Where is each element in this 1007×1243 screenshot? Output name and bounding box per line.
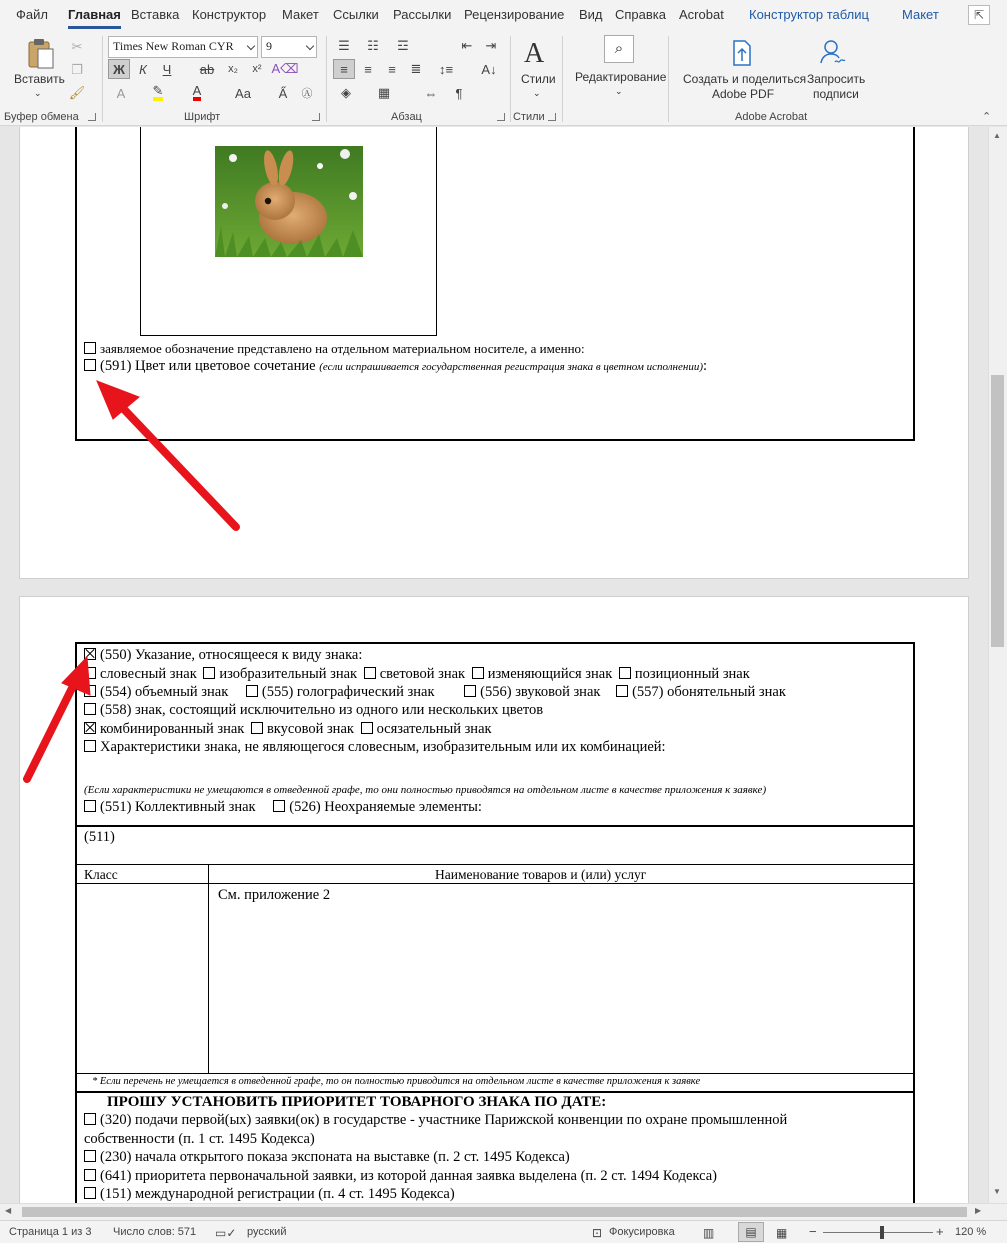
light-mark-text: световой знак xyxy=(379,666,466,682)
priority-title: ПРОШУ УСТАНОВИТЬ ПРИОРИТЕТ ТОВАРНОГО ЗНАКА ПО ДАТЕ: xyxy=(107,1094,607,1110)
scroll-right-icon[interactable]: ▶ xyxy=(975,1206,982,1215)
search-icon[interactable]: ⌕ xyxy=(604,35,634,63)
editing-dropdown-icon[interactable]: ⌄ xyxy=(615,86,623,96)
styles-group-label: Стили xyxy=(513,111,545,123)
holographic-mark-text: (555) голографический знак xyxy=(261,684,435,700)
read-mode-icon[interactable]: ▥ xyxy=(703,1226,715,1240)
copy-icon[interactable]: ❐ xyxy=(71,62,83,77)
word-count[interactable]: Число слов: 571 xyxy=(113,1226,197,1238)
align-right-icon[interactable]: ≡ xyxy=(388,61,396,77)
font-name-select[interactable]: Times New Roman CYR xyxy=(108,36,258,58)
goods-value[interactable]: См. приложение 2 xyxy=(218,887,331,903)
focus-button[interactable]: Фокусировка xyxy=(609,1226,675,1238)
font-color-icon[interactable]: A xyxy=(186,83,208,103)
italic-button[interactable]: К xyxy=(139,61,147,77)
tab-table-design[interactable]: Конструктор таблиц xyxy=(749,7,869,22)
decrease-indent-icon[interactable]: ⇤ xyxy=(461,38,473,53)
ribbon-tab-bar xyxy=(0,0,1007,30)
sound-mark-text: (556) звуковой знак xyxy=(480,684,601,700)
tab-view[interactable]: Вид xyxy=(579,7,603,22)
group-separator xyxy=(668,36,669,122)
focus-icon[interactable]: ⊡ xyxy=(592,1226,603,1240)
align-center-icon[interactable]: ≡ xyxy=(364,61,372,77)
horizontal-scroll-thumb[interactable] xyxy=(22,1207,967,1217)
increase-indent-icon[interactable]: ⇥ xyxy=(485,38,497,53)
vertical-scrollbar[interactable] xyxy=(988,127,1007,1203)
styles-dropdown-icon[interactable]: ⌄ xyxy=(533,88,541,98)
volume-mark-text: (554) объемный знак xyxy=(100,684,229,700)
word-mark-text: словесный знак xyxy=(100,666,197,682)
priority-151-text: (151) международной регистрации (п. 4 ст. 1495 Кодекса) xyxy=(100,1186,455,1202)
underline-button[interactable]: Ч xyxy=(162,61,172,77)
class-header: Класс xyxy=(84,867,118,882)
collective-text: (551) Коллективный знак xyxy=(100,799,256,815)
figurative-mark-text: изобразительный знак xyxy=(219,666,358,682)
goods-header: Наименование товаров и (или) услуг xyxy=(435,867,647,882)
superscript-icon[interactable]: x² xyxy=(252,63,262,75)
characteristics-text: Характеристики знака, не являющегося словесным, изобразительным или их комбинацией: xyxy=(100,739,666,755)
create-pdf-button[interactable]: Создать и поделиться xyxy=(683,72,807,86)
asian-layout-icon[interactable]: ⇔ xyxy=(424,85,438,101)
horizontal-scrollbar[interactable] xyxy=(0,1203,1007,1220)
clear-format-icon[interactable]: A⌫ xyxy=(271,61,299,76)
request-signature-icon[interactable] xyxy=(819,38,847,66)
tab-acrobat[interactable]: Acrobat xyxy=(679,7,724,22)
numbering-icon[interactable]: ☷ xyxy=(367,38,379,53)
editing-button[interactable]: Редактирование xyxy=(575,70,667,84)
paragraph-launcher-icon[interactable] xyxy=(497,113,505,121)
tactile-mark-text: осязательный знак xyxy=(376,721,492,737)
collapse-ribbon-icon[interactable]: ⌃ xyxy=(982,111,992,123)
scroll-down-icon[interactable]: ▼ xyxy=(993,1187,1001,1196)
group-separator xyxy=(326,36,327,122)
red-arrow-2-head xyxy=(62,657,90,695)
font-group-label: Шрифт xyxy=(184,111,221,123)
zoom-slider-track[interactable] xyxy=(823,1232,933,1233)
bullets-icon[interactable]: ☰ xyxy=(338,38,350,53)
create-pdf-icon[interactable] xyxy=(731,39,753,67)
strikethrough-icon[interactable]: ab xyxy=(199,61,215,77)
goods-note: * Если перечень не умещается в отведенной графе, то он полностью приводится на отдельном листе в качестве приложения к заявке xyxy=(92,1076,701,1087)
changing-mark-text: изменяющийся знак xyxy=(487,666,613,682)
web-layout-icon[interactable]: ▦ xyxy=(776,1226,788,1240)
subscript-icon[interactable]: x₂ xyxy=(228,63,238,75)
multilevel-list-icon[interactable]: ☲ xyxy=(397,38,409,53)
group-separator xyxy=(510,36,511,122)
color-591-note: (если испрашивается государственная регистрация знака в цветном исполнении) xyxy=(319,361,704,373)
zoom-level[interactable]: 120 % xyxy=(955,1226,987,1238)
annotation-arrows xyxy=(0,127,988,1203)
positional-mark-text: позиционный знак xyxy=(634,666,750,682)
highlight-icon[interactable]: ✎ xyxy=(147,83,169,103)
combined-mark-text: комбинированный знак xyxy=(100,721,245,737)
zoom-in-button[interactable]: + xyxy=(936,1224,944,1239)
priority-320-text: (320) подачи первой(ых) заявки(ок) в государстве - участнике Парижской конвенции по охране промышленной xyxy=(100,1112,788,1128)
unprotected-text: (526) Неохраняемые элементы: xyxy=(289,799,482,815)
share-icon[interactable]: ⇱ xyxy=(968,5,990,25)
vertical-scroll-thumb[interactable] xyxy=(991,375,1004,647)
font-launcher-icon[interactable] xyxy=(312,113,320,121)
borders-icon[interactable]: ▦ xyxy=(377,85,391,100)
tab-layout[interactable]: Макет xyxy=(282,7,319,22)
paragraph-group-label: Абзац xyxy=(391,111,422,123)
tab-insert[interactable]: Вставка xyxy=(131,7,180,22)
line-spacing-icon[interactable]: ↕≡ xyxy=(438,61,454,77)
show-marks-icon[interactable]: ¶ xyxy=(455,85,463,101)
priority-230-text: (230) начала открытого показа экспоната на выставке (п. 2 ст. 1495 Кодекса) xyxy=(100,1149,570,1165)
ribbon xyxy=(0,30,1007,126)
styles-launcher-icon[interactable] xyxy=(548,113,556,121)
scroll-up-icon[interactable]: ▲ xyxy=(993,131,1001,140)
align-left-icon[interactable]: ≡ xyxy=(333,59,355,79)
create-pdf-label: Adobe PDF xyxy=(712,87,775,101)
tab-help[interactable]: Справка xyxy=(615,7,666,22)
scroll-left-icon[interactable]: ◀ xyxy=(5,1206,12,1215)
paste-dropdown-icon[interactable]: ⌄ xyxy=(34,88,42,98)
status-bar xyxy=(0,1220,1007,1243)
font-size-select[interactable]: 9 xyxy=(261,36,317,58)
red-arrow-2 xyxy=(27,680,76,779)
clipboard-group-label: Буфер обмена xyxy=(4,111,79,123)
document-area xyxy=(0,127,988,1203)
section-511-label: (511) xyxy=(84,829,115,845)
acrobat-group-label: Adobe Acrobat xyxy=(735,111,808,123)
tab-mailings[interactable]: Рассылки xyxy=(393,7,452,22)
zoom-out-button[interactable]: − xyxy=(809,1224,817,1239)
priority-320-cont: собственности (п. 1 ст. 1495 Кодекса) xyxy=(84,1131,315,1147)
tab-table-layout[interactable]: Макет xyxy=(902,7,939,22)
color-558-text: (558) знак, состоящий исключительно из одного или нескольких цветов xyxy=(100,702,544,718)
proofing-icon[interactable]: ▭✓ xyxy=(215,1226,237,1240)
print-layout-icon[interactable]: ▤ xyxy=(738,1222,764,1242)
change-case-button[interactable]: Aa xyxy=(235,85,251,101)
request-signature-label: подписи xyxy=(813,87,859,101)
tab-design[interactable]: Конструктор xyxy=(192,7,267,22)
bold-button[interactable]: Ж xyxy=(108,59,130,79)
zoom-slider-handle[interactable] xyxy=(880,1226,884,1239)
group-separator xyxy=(102,36,103,122)
sort-icon[interactable]: A↓ xyxy=(481,61,497,77)
characteristics-note: (Если характеристики не умещаются в отведенной графе, то они полностью приводятся на отдельном листе в качестве приложения к заявке) xyxy=(84,784,767,796)
format-painter-icon[interactable]: 🖌 xyxy=(68,85,86,100)
page-count[interactable]: Страница 1 из 3 xyxy=(9,1226,92,1238)
clipboard-launcher-icon[interactable] xyxy=(88,113,96,121)
language[interactable]: русский xyxy=(247,1226,287,1238)
priority-641-text: (641) приоритета первоначальной заявки, из которой данная заявка выделена (п. 2 ст. 1494 Кодекса) xyxy=(100,1168,718,1184)
tab-file[interactable]: Файл xyxy=(16,7,48,22)
paste-icon[interactable] xyxy=(26,38,54,70)
cut-icon[interactable]: ✂ xyxy=(71,39,83,54)
olfactory-mark-text: (557) обонятельный знак xyxy=(632,684,786,700)
tab-review[interactable]: Рецензирование xyxy=(464,7,565,22)
styles-button[interactable]: Стили xyxy=(521,72,556,86)
enclose-char-icon[interactable]: Ⓐ xyxy=(301,88,313,100)
tab-home[interactable]: Главная xyxy=(68,7,121,22)
justify-icon[interactable]: ≣ xyxy=(410,61,422,76)
phonetic-icon[interactable]: A̋ xyxy=(278,85,288,101)
paste-button[interactable]: Вставить xyxy=(14,72,65,86)
color-591-text: (591) Цвет или цветовое сочетание xyxy=(100,358,316,374)
text-effects-icon[interactable]: A xyxy=(116,85,126,101)
red-arrow-1 xyxy=(118,403,236,527)
request-signature-button[interactable]: Запросить xyxy=(807,72,866,86)
group-separator xyxy=(562,36,563,122)
color-591-tail: : xyxy=(703,358,708,374)
kind-550-text: (550) Указание, относящееся к виду знака: xyxy=(100,647,363,663)
styles-icon[interactable]: A xyxy=(524,38,545,69)
shading-icon[interactable]: ◈ xyxy=(341,85,351,100)
tab-references[interactable]: Ссылки xyxy=(333,7,379,22)
taste-mark-text: вкусовой знак xyxy=(266,721,354,737)
carrier-text: заявляемое обозначение представлено на отдельном материальном носителе, а именно: xyxy=(100,341,585,356)
